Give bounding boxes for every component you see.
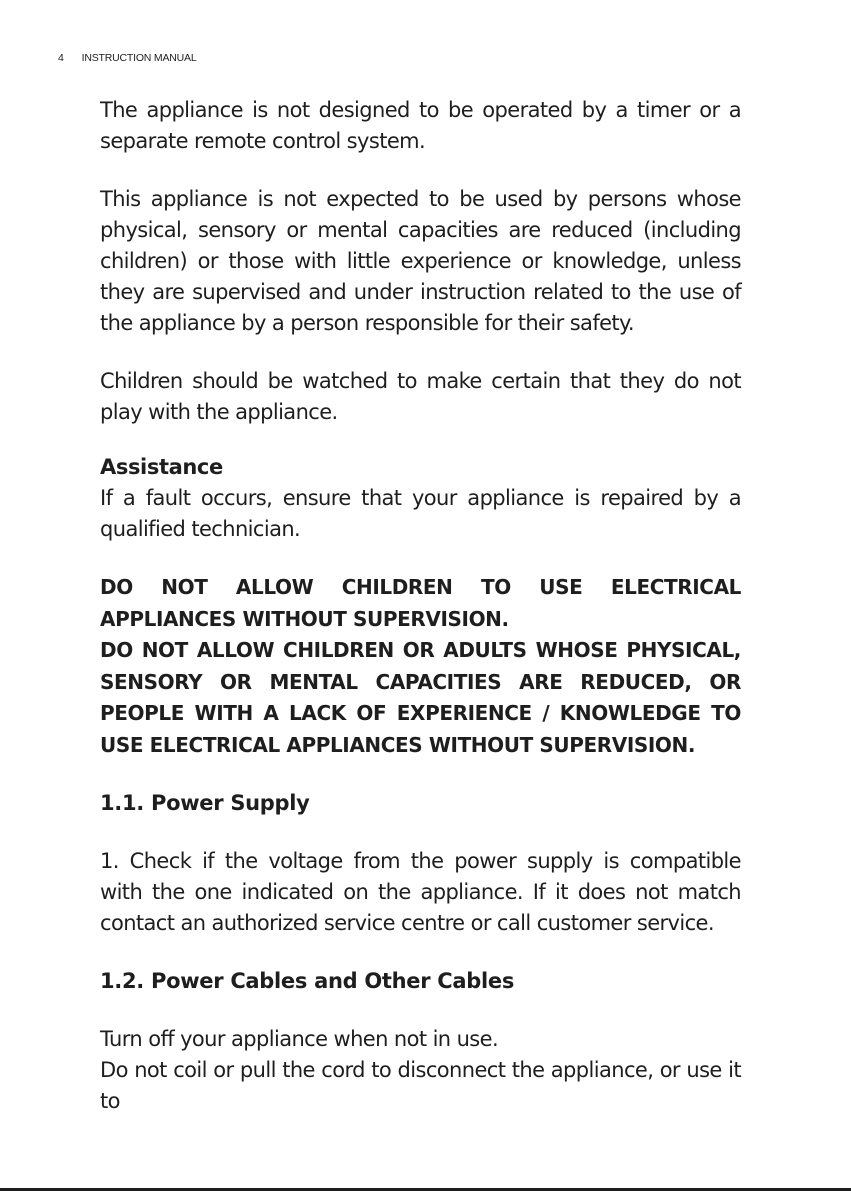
section-power-cables-line-1: Turn off your appliance when not in use. [100, 1027, 499, 1051]
paragraph-children: Children should be watched to make certain that they do not play with the appliance. [100, 369, 741, 424]
section-power-supply-heading: 1.1. Power Supply [100, 791, 310, 815]
manual-title: INSTRUCTION MANUAL [81, 52, 197, 64]
warning-reduced-capacities: DO NOT ALLOW CHILDREN OR ADULTS WHOSE PHYSICAL, SENSORY OR MENTAL CAPACITIES ARE REDUCED, OR PEOPLE WITH A LACK OF EXPERIENCE / KNOWLEDGE TO USE ELECTRICAL APPLIANCES WITHOUT SUPERVISION. [100, 638, 741, 757]
assistance-heading: Assistance [100, 455, 223, 479]
section-power-cables-heading: 1.2. Power Cables and Other Cables [100, 969, 515, 993]
page-content [100, 95, 741, 1117]
page-number: 4 [58, 52, 64, 64]
section-power-cables-line-2: Do not coil or pull the cord to disconnect the appliance, or use it to [100, 1058, 741, 1113]
assistance-text: If a fault occurs, ensure that your appliance is repaired by a qualified technician. [100, 486, 741, 541]
warning-children: DO NOT ALLOW CHILDREN TO USE ELECTRICAL APPLIANCES WITHOUT SUPERVISION. [100, 575, 741, 631]
page-header [58, 52, 196, 64]
paragraph-timer: The appliance is not designed to be operated by a timer or a separate remote control system. [100, 98, 741, 153]
paragraph-persons: This appliance is not expected to be used by persons whose physical, sensory or mental capacities are reduced (including children) or those with little experience or knowledge, unless they are supervised and under instruction related to the use of the appliance by a person responsible for their safety. [100, 187, 741, 335]
section-power-supply-text: 1. Check if the voltage from the power supply is compatible with the one indicated on the appliance. If it does not match contact an authorized service centre or call customer service. [100, 849, 741, 935]
